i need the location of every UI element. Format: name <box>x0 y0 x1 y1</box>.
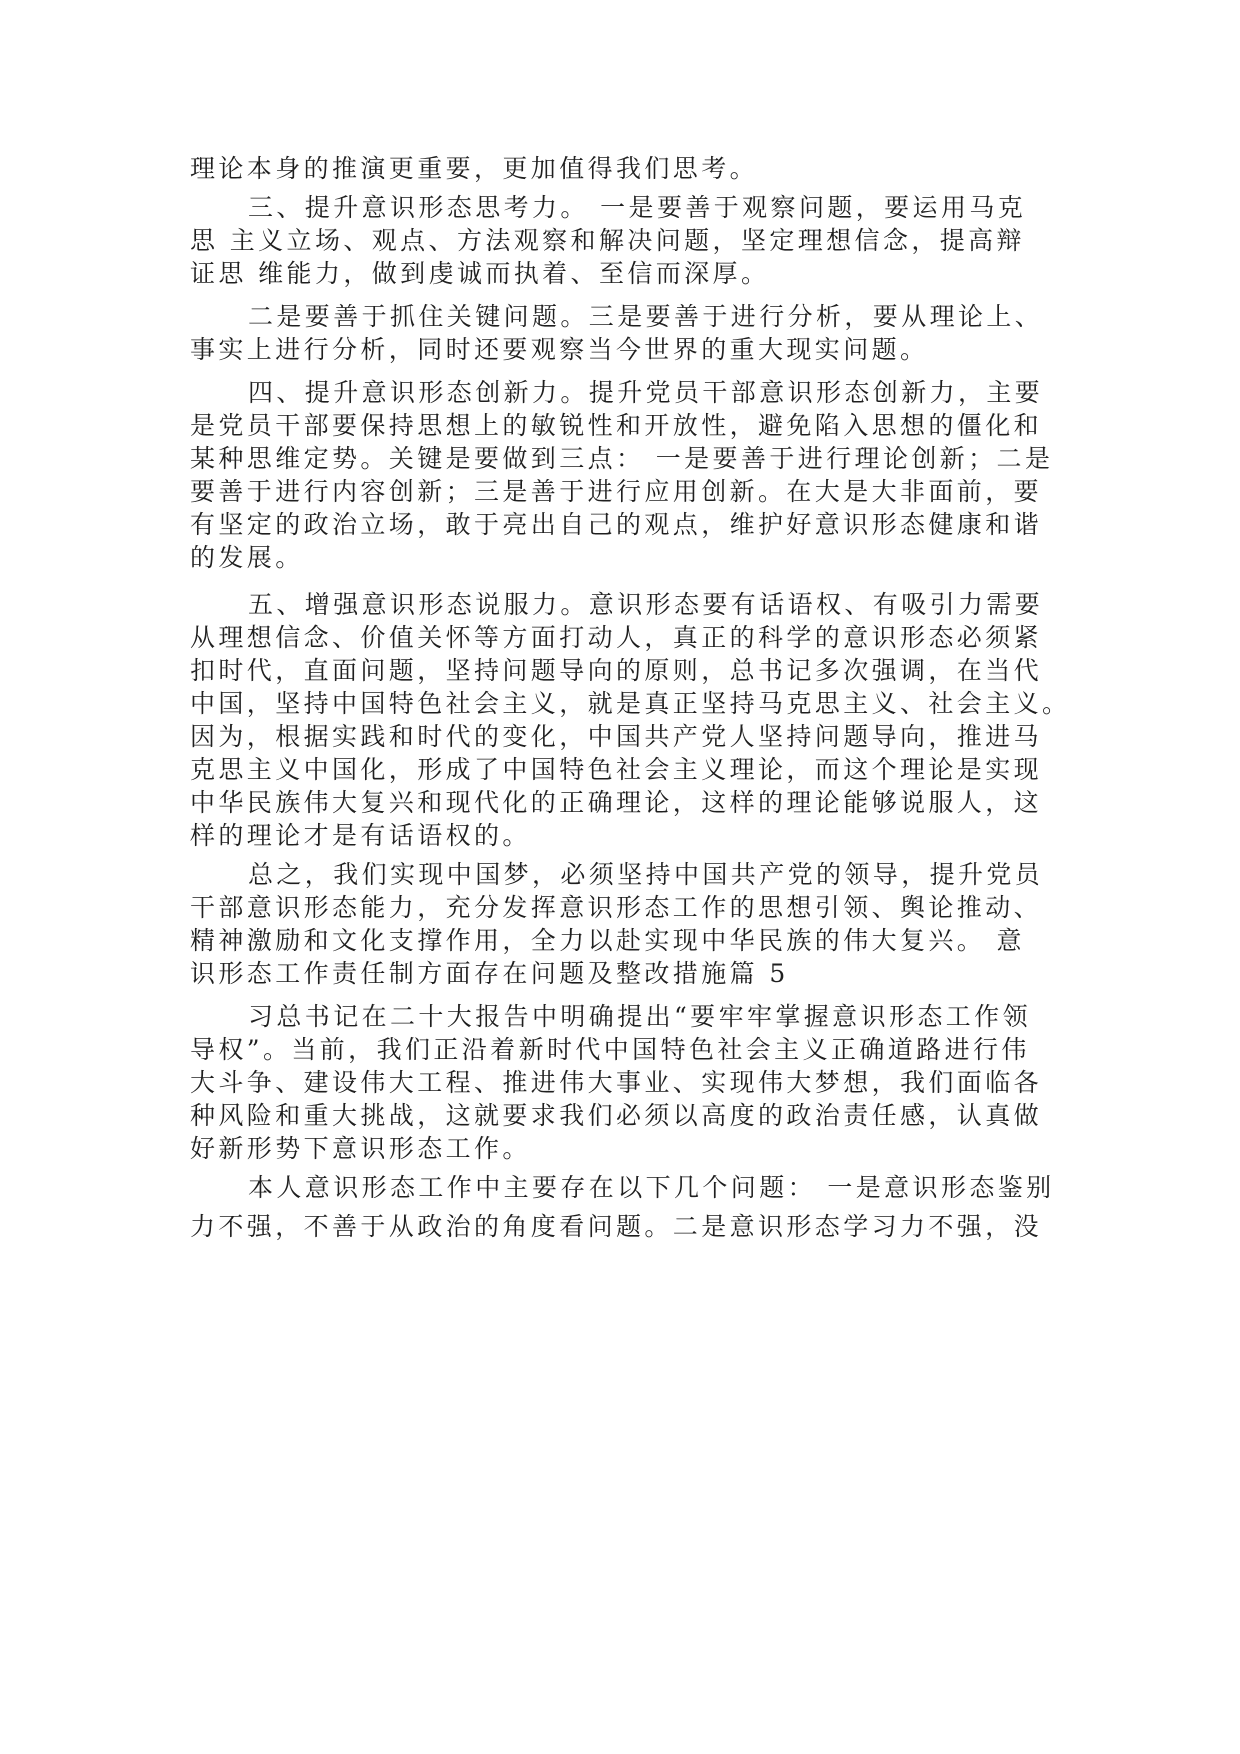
text-line: 某种思维定势。关键是要做到三点： 一是要善于进行理论创新；二是 <box>190 444 1054 473</box>
text-line: 干部意识形态能力，充分发挥意识形态工作的思想引领、舆论推动、 <box>190 893 1043 922</box>
text-line: 习总书记在二十大报告中明确提出“要牢牢掌握意识形态工作领 <box>248 1002 1031 1031</box>
text-line: 力不强，不善于从政治的角度看问题。二是意识形态学习力不强，没 <box>190 1212 1043 1241</box>
text-line: 事实上进行分析，同时还要观察当今世界的重大现实问题。 <box>190 335 929 364</box>
text-line: 因为，根据实践和时代的变化，中国共产党人坚持问题导向，推进马 <box>190 722 1043 751</box>
text-line: 本人意识形态工作中主要存在以下几个问题： 一是意识形态鉴别 <box>248 1173 1055 1202</box>
text-line: 种风险和重大挑战，这就要求我们必须以高度的政治责任感，认真做 <box>190 1101 1043 1130</box>
text-line: 中华民族伟大复兴和现代化的正确理论，这样的理论能够说服人，这 <box>190 788 1043 817</box>
document-body <box>190 152 1071 1243</box>
text-line: 的发展。 <box>190 543 304 572</box>
text-line: 识形态工作责任制方面存在问题及整改措施篇 5 <box>190 959 789 988</box>
text-line: 导权”。当前，我们正沿着新时代中国特色社会主义正确道路进行伟 <box>190 1035 1030 1064</box>
text-line: 思 主义立场、观点、方法观察和解决问题，坚定理想信念，提高辩 <box>190 226 1025 255</box>
text-line: 三、提升意识形态思考力。 一是要善于观察问题，要运用马克 <box>248 193 1027 222</box>
text-line: 四、提升意识形态创新力。提升党员干部意识形态创新力，主要 <box>248 378 1044 407</box>
text-line: 大斗争、建设伟大工程、推进伟大事业、实现伟大梦想，我们面临各 <box>190 1068 1043 1097</box>
text-line: 总之，我们实现中国梦，必须坚持中国共产党的领导，提升党员 <box>248 860 1044 889</box>
text-line: 要善于进行内容创新；三是善于进行应用创新。在大是大非面前，要 <box>190 477 1043 506</box>
text-line: 理论本身的推演更重要，更加值得我们思考。 <box>190 154 759 183</box>
text-line: 证思 维能力，做到虔诚而执着、至信而深厚。 <box>190 259 770 288</box>
text-line: 从理想信念、价值关怀等方面打动人，真正的科学的意识形态必须紧 <box>190 623 1043 652</box>
text-line: 中国，坚持中国特色社会主义，就是真正坚持马克思主义、社会主义。 <box>190 689 1071 718</box>
text-line: 克思主义中国化，形成了中国特色社会主义理论，而这个理论是实现 <box>190 755 1043 784</box>
text-line: 有坚定的政治立场，敢于亮出自己的观点，维护好意识形态健康和谐 <box>190 510 1043 539</box>
text-line: 扣时代，直面问题，坚持问题导向的原则，总书记多次强调，在当代 <box>190 656 1043 685</box>
text-line: 精神激励和文化支撑作用，全力以赴实现中华民族的伟大复兴。 意 <box>190 926 1025 955</box>
text-line: 好新形势下意识形态工作。 <box>190 1134 531 1163</box>
text-line: 二是要善于抓住关键问题。三是要善于进行分析，要从理论上、 <box>248 302 1044 331</box>
text-line: 是党员干部要保持思想上的敏锐性和开放性，避免陷入思想的僵化和 <box>190 411 1043 440</box>
text-line: 样的理论才是有话语权的。 <box>190 821 531 850</box>
text-line: 五、增强意识形态说服力。意识形态要有话语权、有吸引力需要 <box>248 590 1044 619</box>
